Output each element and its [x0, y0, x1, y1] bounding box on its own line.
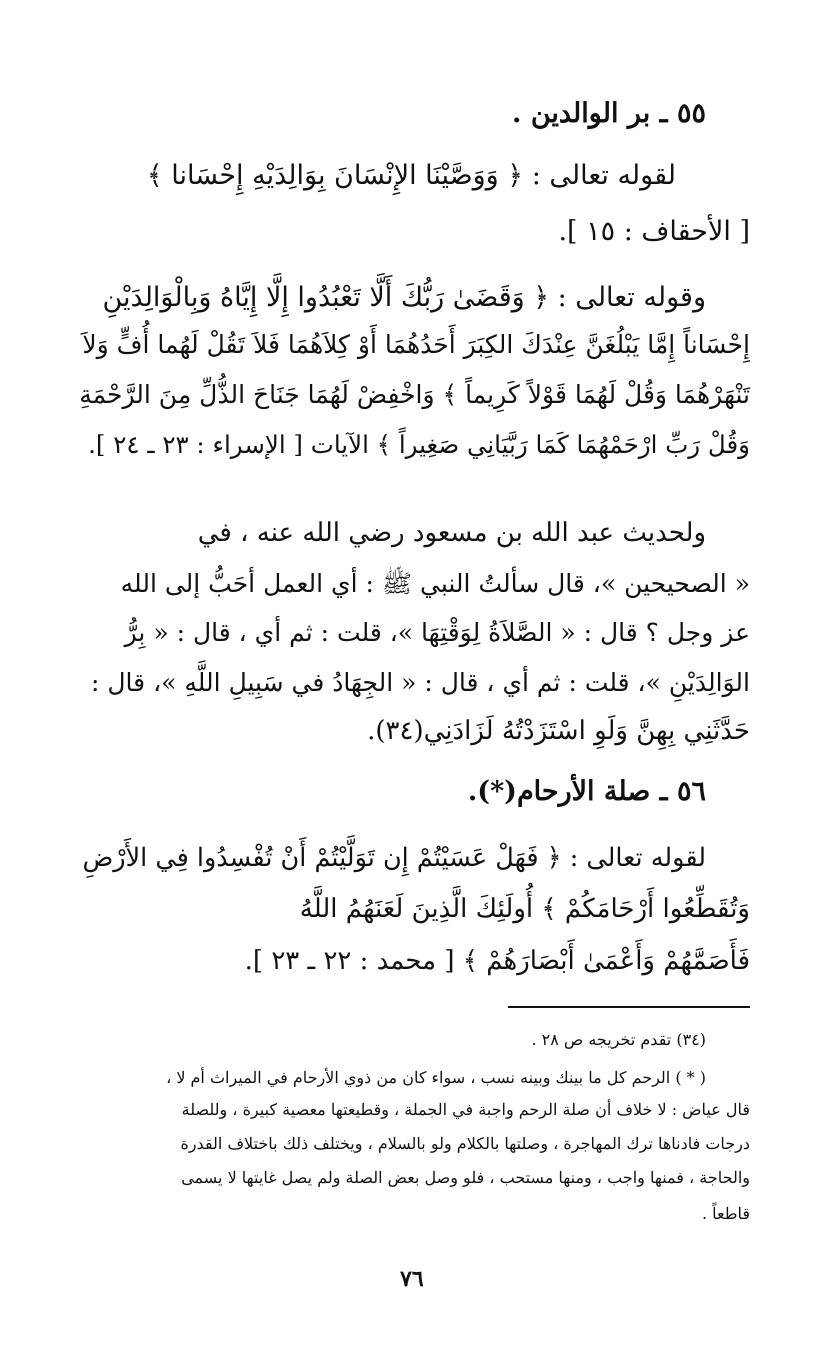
footnote-star-line: قاطعاً .	[701, 1204, 750, 1223]
hadith-line: حَدَّثَنِي بِهِنَّ وَلَوِ اسْتَزَدْتُهُ لَزَادَنِي(٣٤).	[367, 716, 750, 746]
verse-line: فَأَصَمَّهُمْ وَأَعْمَىٰ أَبْصَارَهُمْ ﴾ [ محمد : ٢٢ ـ ٢٣ ].	[244, 946, 750, 976]
hadith-line: الوَالِدَيْنِ »، قلت : ثم أي ، قال : « الجِهَادُ في سَبِيلِ اللَّهِ »، قال :	[91, 668, 750, 697]
section-heading-56: ٥٦ ـ صلة الأرحام(*).	[467, 776, 706, 807]
hadith-line: ولحديث عبد الله بن مسعود رضي الله عنه ، في	[197, 518, 706, 548]
hadith-line: « الصحيحين »، قال سألتُ النبي ﷺ : أي العمل أحَبُّ إلى الله	[120, 569, 750, 598]
verse-line: وَتُقَطِّعُوا أَرْحَامَكُمْ ﴾ أُولَئِكَ الَّذِينَ لَعَنَهُمُ اللَّهُ	[299, 894, 750, 924]
verse-line: لقوله تعالى : ﴿ فَهَلْ عَسَيْتُمْ إِن تَوَلَّيْتُمْ أَنْ تُفْسِدُوا فِي الأَرْضِ	[82, 843, 706, 873]
hadith-line: عز وجل ؟ قال : « الصَّلاَةُ لِوَقْتِهَا »، قلت : ثم أي ، قال : « بِرُّ	[124, 618, 750, 647]
footnote-star-line: درجات فادناها ترك المهاجرة ، وصلتها بالكلام ولو بالسلام ، ويختلف ذلك باختلاف القدرة	[180, 1134, 750, 1153]
section-heading-55: ٥٥ ـ بر الوالدين .	[512, 98, 706, 129]
verse-line: لقوله تعالى : ﴿ وَوَصَّيْنَا الإِنْسَانَ بِوَالِدَيْهِ إِحْسَانا ﴾	[146, 160, 676, 191]
verse-citation: [ الأحقاف : ١٥ ].	[558, 216, 750, 247]
footnote-34: (٣٤) تقدم تخريجه ص ٢٨ .	[531, 1030, 706, 1049]
verse-line: وقوله تعالى : ﴿ وَقَضَىٰ رَبُّكَ أَلَّا تَعْبُدُوا إِلَّا إِيَّاهُ وَبِالْوَالِدَيْنِ	[102, 282, 706, 313]
footnote-star-line: والحاجة ، فمنها واجب ، ومنها مستحب ، فلو وصل بعض الصلة ولم يصل غايتها لا يسمى	[181, 1168, 750, 1187]
verse-line: وَقُلْ رَبِّ ارْحَمْهُمَا كَمَا رَبَّيَانِي صَغِيراً ﴾ الآيات [ الإسراء : ٢٣ ـ ٢٤ ].	[88, 430, 750, 459]
verse-line: تَنْهَرْهُمَا وَقُلْ لَهُمَا قَوْلاً كَرِيماً ﴾ وَاخْفِضْ لَهُمَا جَنَاحَ الذُّلِّ مِنَ الرَّحْمَةِ	[79, 380, 750, 409]
footnote-star-line: ( * ) الرحم كل ما بينك وبينه نسب ، سواء كان من ذوي الأرحام في الميراث أم لا ،	[166, 1068, 706, 1087]
page-number: ٧٦	[400, 1266, 424, 1292]
verse-line: إِحْسَاناً إِمَّا يَبْلُغَنَّ عِنْدَكَ الكِبَرَ أَحَدُهُمَا أَوْ كِلاَهُمَا فَلاَ تَقُلْ لَهُما أُفٍّ وَلاَ	[82, 330, 750, 359]
footnote-separator	[508, 1006, 750, 1008]
footnote-star-line: قال عياض : لا خلاف أن صلة الرحم واجبة في الجملة ، وقطيعتها معصية كبيرة ، وللصلة	[181, 1100, 750, 1119]
